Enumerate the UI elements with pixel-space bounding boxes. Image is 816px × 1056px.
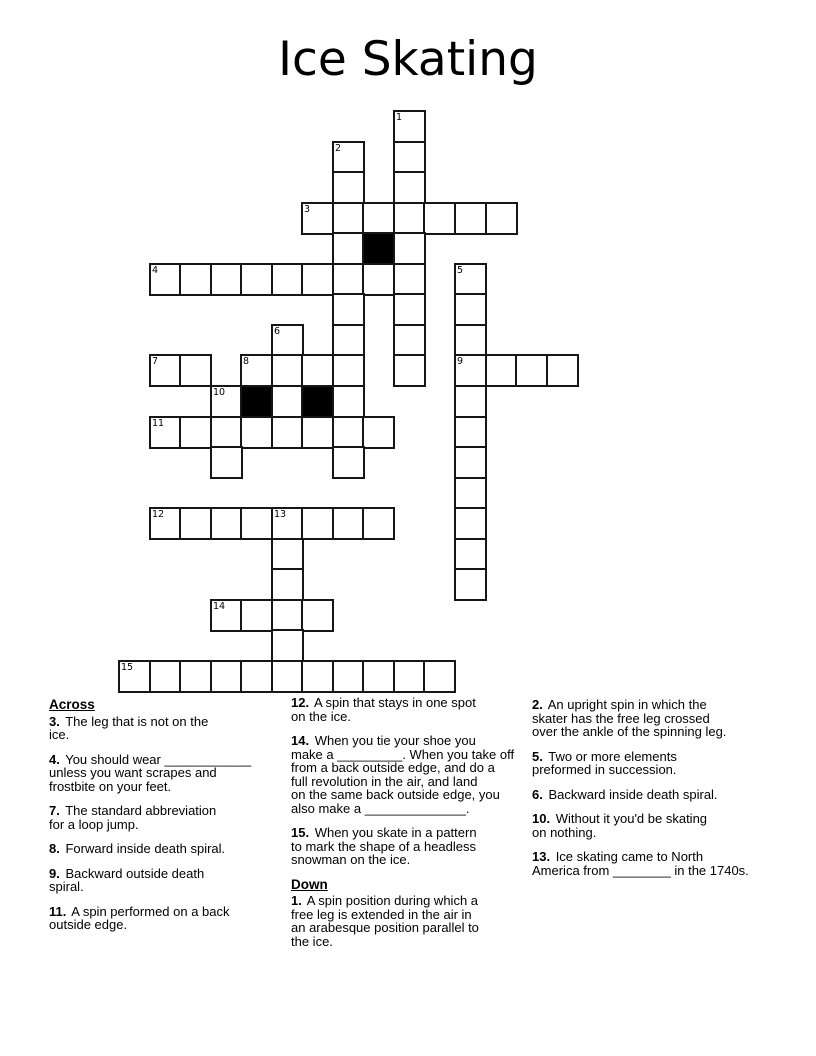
cell-number: 12 (152, 509, 165, 520)
grid-cell[interactable] (271, 354, 304, 387)
clue-11 (49, 905, 295, 932)
clue-line: on the ice. (291, 708, 351, 724)
clue-number: 12. (291, 695, 310, 710)
grid-cell[interactable] (301, 354, 334, 387)
clue-4 (49, 753, 295, 794)
grid-cell[interactable] (454, 324, 487, 357)
grid-cell[interactable] (393, 293, 426, 326)
clue-line: 7. The standard abbreviation (49, 803, 217, 818)
cell-number: 8 (243, 356, 250, 367)
grid-cell[interactable] (454, 416, 487, 449)
black-cell (362, 232, 395, 265)
clue-number: 7. (49, 803, 60, 818)
grid-cell[interactable] (240, 416, 273, 449)
page-title: Ice Skating (278, 32, 538, 87)
clue-14 (291, 734, 541, 815)
grid-cell-7[interactable] (149, 354, 182, 387)
grid-cell[interactable] (454, 385, 487, 418)
grid-cell[interactable] (332, 660, 365, 693)
grid-cell-12[interactable] (149, 507, 182, 540)
clue-line: make a _________. When you take off (291, 746, 515, 762)
grid-cell[interactable] (423, 202, 456, 235)
clue-line: on the same back outside edge, you (291, 787, 500, 802)
grid-cell[interactable] (210, 507, 243, 540)
cell-number: 13 (274, 509, 287, 520)
clue-line: 1. A spin position during which a (291, 893, 479, 908)
grid-cell[interactable] (210, 660, 243, 693)
grid-cell[interactable] (332, 232, 365, 265)
clue-number: 15. (291, 825, 310, 840)
clue-line: preformed in succession. (532, 762, 677, 777)
clue-column-1 (49, 698, 295, 943)
clue-1 (291, 894, 541, 948)
across-header: Across (49, 697, 95, 712)
clue-column-3 (532, 698, 796, 888)
grid-cell-5[interactable] (454, 263, 487, 296)
clue-7 (49, 804, 295, 831)
grid-cell[interactable] (393, 324, 426, 357)
grid-cell[interactable] (332, 385, 365, 418)
clue-number: 14. (291, 733, 310, 748)
clue-line: skater has the free leg crossed (532, 710, 710, 726)
clue-number: 9. (49, 865, 60, 881)
grid-cell[interactable] (210, 446, 243, 479)
grid-cell[interactable] (485, 202, 518, 235)
clue-line: 12. A spin that stays in one spot (291, 695, 476, 710)
grid-cell[interactable] (423, 660, 456, 693)
grid-cell[interactable] (301, 660, 334, 693)
grid-cell[interactable] (179, 354, 212, 387)
grid-cell[interactable] (332, 202, 365, 235)
grid-cell[interactable] (301, 263, 334, 296)
grid-cell-4[interactable] (149, 263, 182, 296)
clue-column-2 (291, 696, 541, 959)
grid-cell[interactable] (393, 141, 426, 174)
grid-cell[interactable] (362, 416, 395, 449)
clue-line: 15. When you skate in a pattern (291, 825, 477, 840)
grid-cell[interactable] (179, 263, 212, 296)
grid-cell[interactable] (332, 507, 365, 540)
grid-cell-2[interactable] (332, 141, 365, 174)
grid-cell-6[interactable] (271, 324, 304, 357)
grid-cell[interactable] (179, 660, 212, 693)
grid-cell[interactable] (271, 263, 304, 296)
grid-cell[interactable] (179, 507, 212, 540)
grid-cell[interactable] (240, 599, 273, 632)
grid-cell[interactable] (454, 293, 487, 326)
black-cell (240, 385, 273, 418)
clue-line: 9. Backward outside death (49, 865, 205, 881)
grid-cell[interactable] (454, 477, 487, 510)
grid-cell[interactable] (240, 507, 273, 540)
grid-cell[interactable] (332, 354, 365, 387)
clue-12 (291, 696, 541, 723)
clue-number: 13. (532, 849, 551, 864)
grid-cell[interactable] (393, 232, 426, 265)
grid-cell[interactable] (362, 660, 395, 693)
grid-cell-10[interactable] (210, 385, 243, 418)
grid-cell[interactable] (362, 263, 395, 296)
cell-number: 2 (335, 143, 342, 154)
grid-cell[interactable] (332, 171, 365, 204)
clue-number: 10. (532, 811, 551, 826)
grid-cell[interactable] (454, 538, 487, 571)
grid-cell[interactable] (271, 568, 304, 601)
grid-cell[interactable] (393, 171, 426, 204)
clue-2 (532, 698, 796, 739)
grid-cell[interactable] (332, 416, 365, 449)
clue-number: 4. (49, 751, 60, 767)
grid-cell[interactable] (332, 446, 365, 479)
grid-cell[interactable] (332, 263, 365, 296)
grid-cell-8[interactable] (240, 354, 273, 387)
grid-cell[interactable] (210, 263, 243, 296)
grid-cell[interactable] (454, 202, 487, 235)
clue-number: 2. (532, 697, 543, 712)
clue-line: free leg is extended in the air in (291, 906, 472, 922)
grid-cell[interactable] (149, 660, 182, 693)
clue-line: unless you want scrapes and (49, 765, 217, 780)
cell-number: 11 (152, 418, 165, 429)
cell-number: 9 (457, 356, 464, 367)
clue-number: 1. (291, 893, 302, 908)
grid-cell[interactable] (393, 660, 426, 693)
grid-cell[interactable] (271, 629, 304, 662)
clue-8 (49, 842, 295, 856)
clue-line: 2. An upright spin in which the (532, 697, 707, 712)
grid-cell[interactable] (332, 293, 365, 326)
clue-number: 8. (49, 841, 60, 856)
grid-cell[interactable] (393, 202, 426, 235)
grid-cell[interactable] (301, 416, 334, 449)
clue-line: from a back outside edge, and do a (291, 760, 495, 775)
grid-cell[interactable] (271, 599, 304, 632)
grid-cell-15[interactable] (118, 660, 151, 693)
grid-cell[interactable] (362, 202, 395, 235)
grid-cell[interactable] (515, 354, 548, 387)
grid-cell-11[interactable] (149, 416, 182, 449)
clue-number: 6. (532, 786, 543, 802)
grid-cell[interactable] (240, 263, 273, 296)
grid-cell[interactable] (179, 416, 212, 449)
clue-line: snowman on the ice. (291, 852, 411, 867)
grid-cell[interactable] (332, 324, 365, 357)
clue-line: ice. (49, 727, 70, 742)
cell-number: 7 (152, 356, 159, 367)
clue-line: 14. When you tie your shoe you (291, 733, 476, 748)
clue-line: 3. The leg that is not on the (49, 713, 209, 729)
grid-cell[interactable] (301, 507, 334, 540)
clue-line: the ice. (291, 933, 333, 949)
clue-line: full revolution in the air, and land (291, 773, 478, 789)
clue-line: 5. Two or more elements (532, 748, 677, 764)
grid-cell[interactable] (393, 354, 426, 387)
clue-line: 4. You should wear ____________ (49, 751, 252, 767)
clue-line: over the ankle of the spinning leg. (532, 724, 727, 739)
cell-number: 5 (457, 265, 464, 276)
clue-6 (532, 788, 796, 802)
grid-cell[interactable] (454, 568, 487, 601)
grid-cell[interactable] (362, 507, 395, 540)
grid-cell[interactable] (485, 354, 518, 387)
grid-cell-3[interactable] (301, 202, 334, 235)
clue-line: an arabesque position parallel to (291, 920, 479, 935)
clue-3 (49, 715, 295, 742)
clue-line: also make a ______________. (291, 800, 470, 816)
grid-cell[interactable] (210, 416, 243, 449)
clue-13 (532, 850, 796, 877)
clue-number: 3. (49, 713, 60, 729)
grid-cell[interactable] (301, 599, 334, 632)
grid-cell[interactable] (546, 354, 579, 387)
clue-line: 13. Ice skating came to North (532, 849, 704, 864)
clue-9 (49, 867, 295, 894)
clue-line: for a loop jump. (49, 816, 139, 832)
down-header: Down (291, 876, 328, 892)
cell-number: 3 (304, 204, 311, 215)
clue-line: America from ________ in the 1740s. (532, 862, 749, 878)
clue-15 (291, 826, 541, 867)
grid-cell-1[interactable] (393, 110, 426, 143)
clue-number: 5. (532, 748, 543, 764)
grid-cell[interactable] (271, 416, 304, 449)
grid-cell-14[interactable] (210, 599, 243, 632)
grid-cell[interactable] (393, 263, 426, 296)
clue-5 (532, 750, 796, 777)
clue-10 (532, 812, 796, 839)
clue-line: 8. Forward inside death spiral. (49, 841, 226, 856)
black-cell (301, 385, 334, 418)
clue-line: on nothing. (532, 824, 597, 840)
clue-line: 6. Backward inside death spiral. (532, 786, 718, 802)
clue-line: to mark the shape of a headless (291, 838, 477, 854)
cell-number: 6 (274, 326, 281, 337)
grid-cell[interactable] (271, 660, 304, 693)
clue-line: spiral. (49, 879, 84, 894)
grid-cell[interactable] (271, 538, 304, 571)
grid-cell-13[interactable] (271, 507, 304, 540)
clue-line: 11. A spin performed on a back (49, 903, 230, 919)
cell-number: 14 (213, 601, 226, 612)
cell-number: 4 (152, 265, 159, 276)
clue-number: 11. (49, 903, 67, 919)
clue-line: frostbite on your feet. (49, 778, 172, 794)
cell-number: 15 (121, 662, 134, 673)
cell-number: 10 (213, 387, 226, 398)
cell-number: 1 (396, 112, 403, 123)
grid-cell-9[interactable] (454, 354, 487, 387)
clue-line: outside edge. (49, 917, 128, 932)
clue-line: 10. Without it you'd be skating (532, 811, 708, 826)
grid-cell[interactable] (454, 507, 487, 540)
grid-cell[interactable] (271, 385, 304, 418)
grid-cell[interactable] (240, 660, 273, 693)
grid-cell[interactable] (454, 446, 487, 479)
